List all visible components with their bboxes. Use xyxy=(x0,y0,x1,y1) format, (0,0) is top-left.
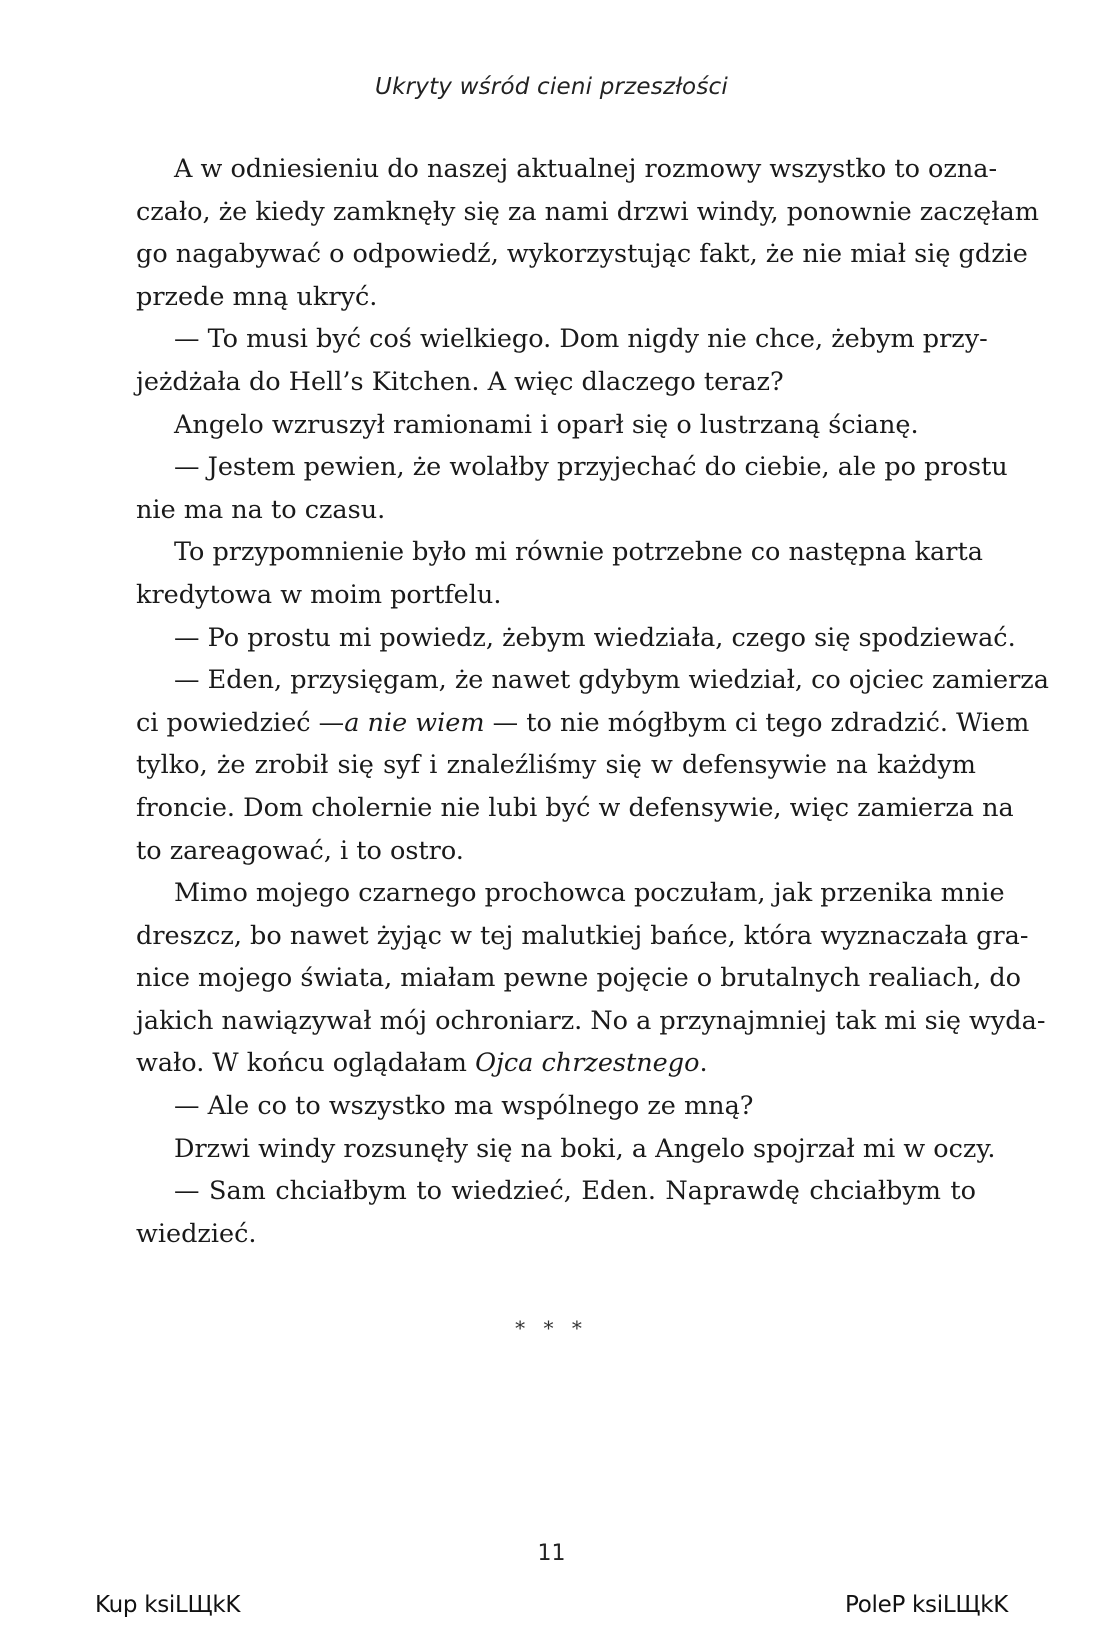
text-line: kredytowa w moim portfelu. xyxy=(136,579,502,610)
text-line xyxy=(136,1042,976,1085)
text-line: — Po prostu mi powiedz, żebym wiedziała, czego się spodziewać. xyxy=(174,622,1016,653)
text-line: — Eden, przysięgam, że nawet gdybym wiedział, co ojciec zamierza xyxy=(174,665,1049,696)
text-line: Mimo mojego czarnego prochowca poczułam, jak przenika mnie xyxy=(174,878,1005,909)
italic-phrase: a nie wiem xyxy=(344,707,485,738)
text-segment: wało. W końcu oglądałam xyxy=(136,1048,476,1079)
text-line: tylko, że zrobił się syf i znaleźliśmy się w defensywie na każdym xyxy=(136,750,976,781)
text-line: go nagabywać o odpowiedź, wykorzystując fakt, że nie miał się gdzie xyxy=(136,239,1028,270)
text-line: — Jestem pewien, że wolałby przyjechać do ciebie, ale po prostu xyxy=(174,452,1008,483)
text-line: froncie. Dom cholernie nie lubi być w defensywie, więc zamierza na xyxy=(136,792,1014,823)
running-title: Ukryty wśród cieni przeszłości xyxy=(375,74,728,100)
text-line: — Sam chciałbym to wiedzieć, Eden. Naprawdę chciałbym to xyxy=(174,1176,976,1207)
text-line: czało, że kiedy zamknęły się za nami drzwi windy, ponownie zaczęłam xyxy=(136,196,1039,227)
text-line: wiedzieć. xyxy=(136,1218,257,1249)
text-line: to zareagować, i to ostro. xyxy=(136,835,464,866)
text-segment: ci powiedzieć — xyxy=(136,707,345,738)
section-break-ornament: * * * xyxy=(515,1316,588,1340)
italic-phrase: Ojca chrzestnego xyxy=(475,1048,700,1079)
text-segment: — to nie mógłbym ci tego zdradzić. Wiem xyxy=(484,707,1030,738)
text-line: jakich nawiązywał mój ochroniarz. No a przynajmniej tak mi się wyda- xyxy=(136,1005,1046,1036)
text-line: Angelo wzruszył ramionami i oparł się o lustrzaną ścianę. xyxy=(174,409,919,440)
body-text xyxy=(136,148,1049,1255)
text-line: nie ma na to czasu. xyxy=(136,494,386,525)
recommend-book-link[interactable]: PoleP ksiLЩkK xyxy=(844,1592,1008,1618)
text-line: jeżdżała do Hell’s Kitchen. A więc dlaczego teraz? xyxy=(136,366,784,397)
text-line: — To musi być coś wielkiego. Dom nigdy nie chce, żebym przy- xyxy=(174,324,988,355)
page-number: 11 xyxy=(537,1541,566,1566)
text-line xyxy=(136,702,1030,745)
buy-book-link[interactable]: Kup ksiLЩkK xyxy=(95,1592,241,1618)
text-line: Drzwi windy rozsunęły się na boki, a Angelo spojrzał mi w oczy. xyxy=(174,1133,996,1164)
text-line: A w odniesieniu do naszej aktualnej rozmowy wszystko to ozna- xyxy=(174,154,998,184)
text-segment: . xyxy=(699,1048,708,1079)
text-line: nice mojego świata, miałam pewne pojęcie o brutalnych realiach, do xyxy=(136,963,1021,994)
text-line: przede mną ukryć. xyxy=(136,281,378,312)
text-line: dreszcz, bo nawet żyjąc w tej malutkiej bańce, która wyznaczała gra- xyxy=(136,920,1029,951)
text-line: — Ale co to wszystko ma wspólnego ze mną? xyxy=(174,1091,754,1122)
text-line: To przypomnienie było mi równie potrzebne co następna karta xyxy=(174,537,983,568)
